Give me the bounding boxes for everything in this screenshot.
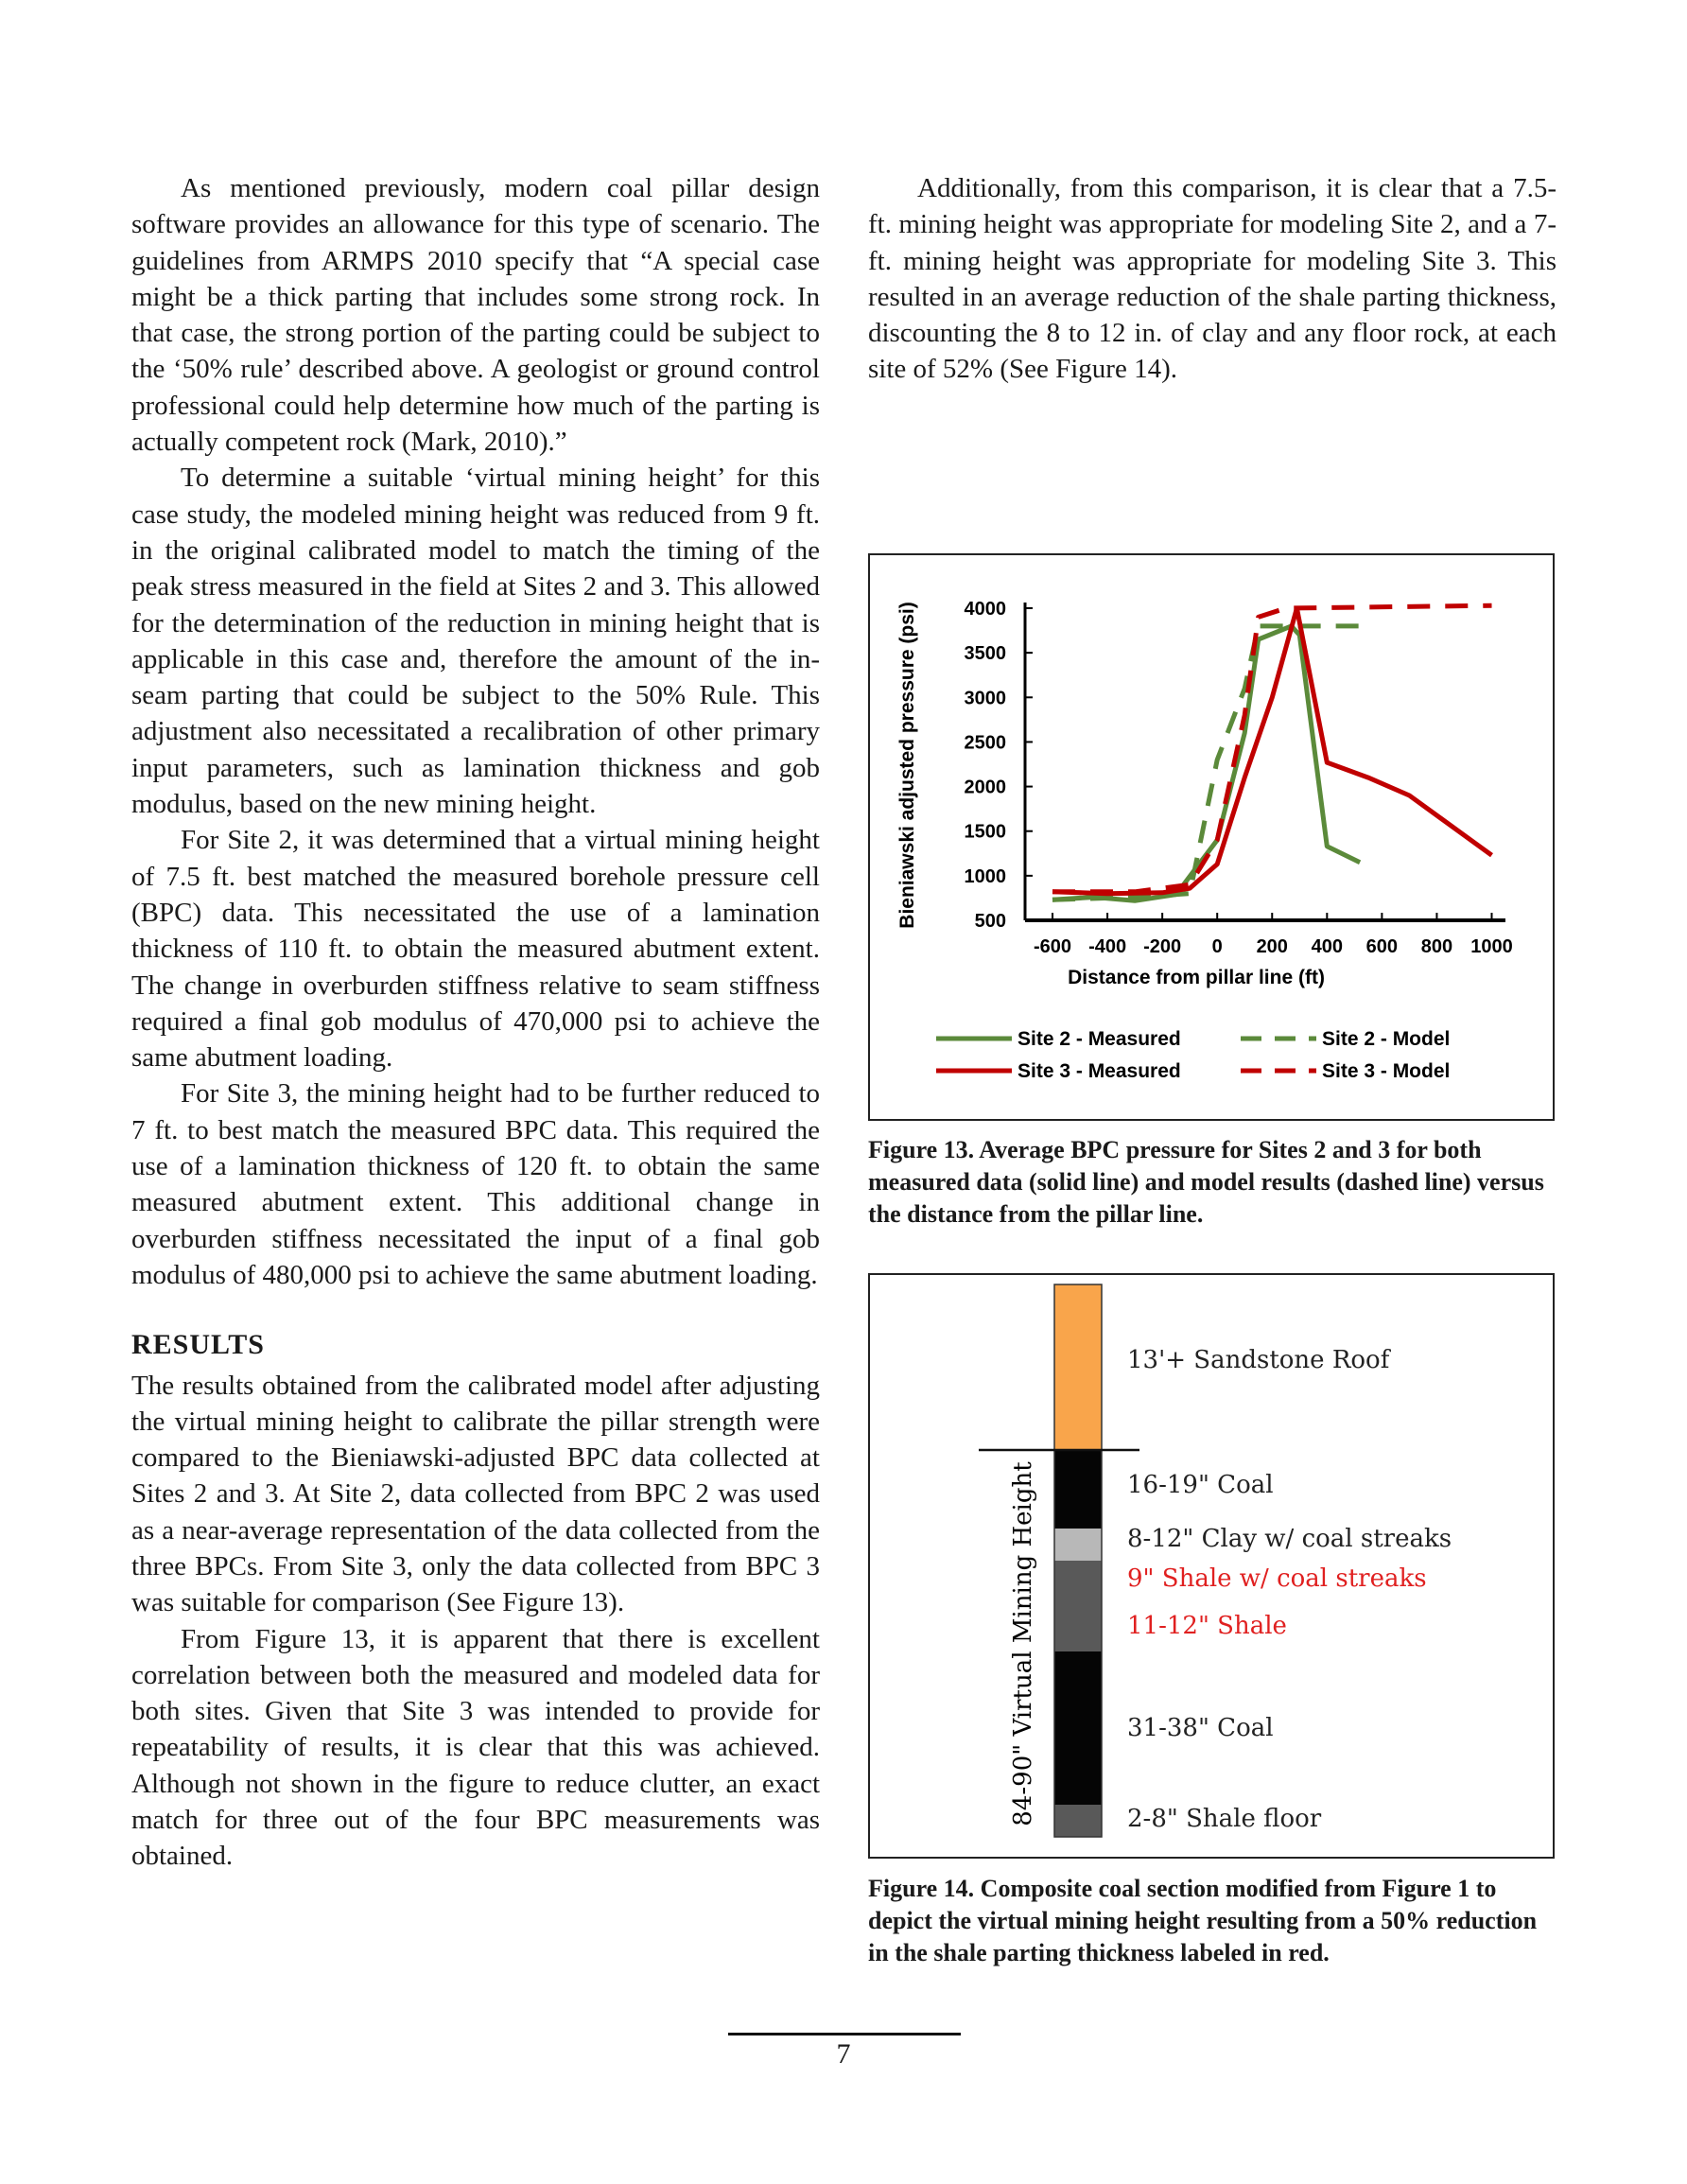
layer-block [1054,1450,1102,1529]
layer-block [1054,1561,1102,1599]
coal-section-diagram [870,1275,1553,1857]
y-tick-label: 3500 [964,643,1006,665]
series-line-3 [1052,608,1492,894]
layer-block [1054,1805,1102,1837]
layer-block [1054,1284,1102,1450]
layer-label: 31-38" Coal [1127,1714,1274,1742]
paragraph: To determine a suitable ‘virtual mining height’ for this case study, the modeled mining height was reduced from 9 ft. in the original calibrated model to match the timing of the peak stress measured in the field at Sites 2 and 3. This allowed for the determination of the reduction in mining height that is applicable in this case and, therefore the amount of the in-seam parting that could be subject to the 50% Rule. This adjustment also necessitated a recalibration of other primary input parameters, such as lamination thickness and gob modulus, based on the new mining height. [131,463,820,820]
layer-label: 9" Shale w/ coal streaks [1127,1564,1427,1593]
y-tick-label: 1000 [964,865,1006,887]
footer-rule [728,2033,961,2035]
legend-label: Site 3 - Model [1322,1060,1451,1082]
y-tick-label: 3000 [964,688,1006,709]
paragraph: Additionally, from this comparison, it is clear that a 7.5-ft. mining height was appropriate for modeling Site 2, and a 7-ft. mining height was appropriate for modeling Site 3. This resulted in an average reduction of the shale parting thickness, discounting the 8 to 12 in. of clay and any floor rock, at each site of 52% (See Figure 14). [868,173,1557,385]
y-tick-label: 1500 [964,821,1006,843]
figure-14 [868,1273,1555,1859]
legend-label: Site 2 - Model [1322,1028,1451,1050]
x-tick-label: 0 [1211,936,1223,957]
bpc-pressure-chart [870,555,1553,1119]
y-tick-label: 4000 [964,599,1006,620]
paragraph: For Site 3, the mining height had to be further reduced to 7 ft. to best match the measured BPC data. This required the use of a lamination thickness of 120 ft. to obtain the same measured abutment extent. This additional change in overburden stiffness necessitated the input of a final gob modulus of 480,000 psi to achieve the same abutment loading. [131,1078,820,1290]
legend-label: Site 2 - Measured [1017,1028,1181,1050]
x-tick-label: -600 [1034,936,1072,957]
x-tick-label: 600 [1365,936,1399,957]
x-tick-label: -200 [1143,936,1182,957]
layer-block [1054,1529,1102,1561]
paragraph: As mentioned previously, modern coal pillar design software provides an allowance for this type of scenario. The guidelines from ARMPS 2010 specify that “A special case might be a thick parting that includes some strong rock. In that case, the strong portion of the parting could be subject to the ‘50% rule’ described above. A geologist or ground control professional could help determine how much of the parting is actually competent rock (Mark, 2010).” [131,173,820,458]
figure-13-caption: Figure 13. Average BPC pressure for Sites 2 and 3 for both measured data (solid line) and model results (dashed line) versus the distance from the pillar line. [868,1136,1544,1228]
x-tick-label: 400 [1311,936,1344,957]
paragraph: The results obtained from the calibrated model after adjusting the virtual mining height to calibrate the pillar strength were compared to the Bieniawski-adjusted BPC data collected at Sites 2 and 3. At Site 2, data collected from BPC 2 was used as a near-average representation of the data collected from the three BPCs. From Site 3, only the data collected from BPC 3 was suitable for comparison (See Figure 13). [131,1370,820,1618]
y-axis-label: Bieniawski adjusted pressure (psi) [896,602,918,929]
right-column [868,170,1557,388]
x-tick-label: 200 [1256,936,1288,957]
layer-block [1054,1651,1102,1805]
series-line-4 [1052,605,1492,892]
figure-13 [868,553,1555,1121]
figure-14-caption: Figure 14. Composite coal section modified from Figure 1 to depict the virtual mining height resulting from a 50% reduction in the shale parting thickness labeled in red. [868,1875,1538,1966]
section-heading: RESULTS [131,1329,265,1361]
x-tick-label: 800 [1420,936,1453,957]
layer-label: 11-12" Shale [1127,1612,1287,1640]
paragraph: From Figure 13, it is apparent that there is excellent correlation between both the measured and modeled data for both sites. Given that Site 3 was intended to provide for repeatability of results, it is clear that this was achieved. Although not shown in the figure to reduce clutter, an exact match for three out of the four BPC measurements was obtained. [131,1623,820,1872]
layer-label: 2-8" Shale floor [1127,1805,1322,1833]
y-tick-label: 2500 [964,732,1006,754]
left-column [131,170,820,1875]
layer-label: 13'+ Sandstone Roof [1127,1346,1390,1374]
layer-block [1054,1599,1102,1651]
y-tick-label: 500 [974,911,1006,932]
paragraph: For Site 2, it was determined that a virtual mining height of 7.5 ft. best matched the measured borehole pressure cell (BPC) data. This necessitated the use of a lamination thickness of 110 ft. to obtain the measured abutment extent. The change in overburden stiffness relative to seam stiffness required a final gob modulus of 470,000 psi to achieve the same abutment loading. [131,825,820,1074]
page-number: 7 [836,2038,851,2070]
layer-label: 16-19" Coal [1127,1471,1274,1499]
series-line-2 [1052,626,1368,900]
x-tick-label: -400 [1088,936,1127,957]
layer-label: 8-12" Clay w/ coal streaks [1127,1525,1452,1553]
legend-label: Site 3 - Measured [1017,1060,1181,1082]
x-tick-label: 1000 [1470,936,1513,957]
x-axis-label: Distance from pillar line (ft) [1068,967,1325,988]
virtual-mining-height-label: 84-90" Virtual Mining Height [1009,1461,1037,1826]
y-tick-label: 2000 [964,777,1006,798]
